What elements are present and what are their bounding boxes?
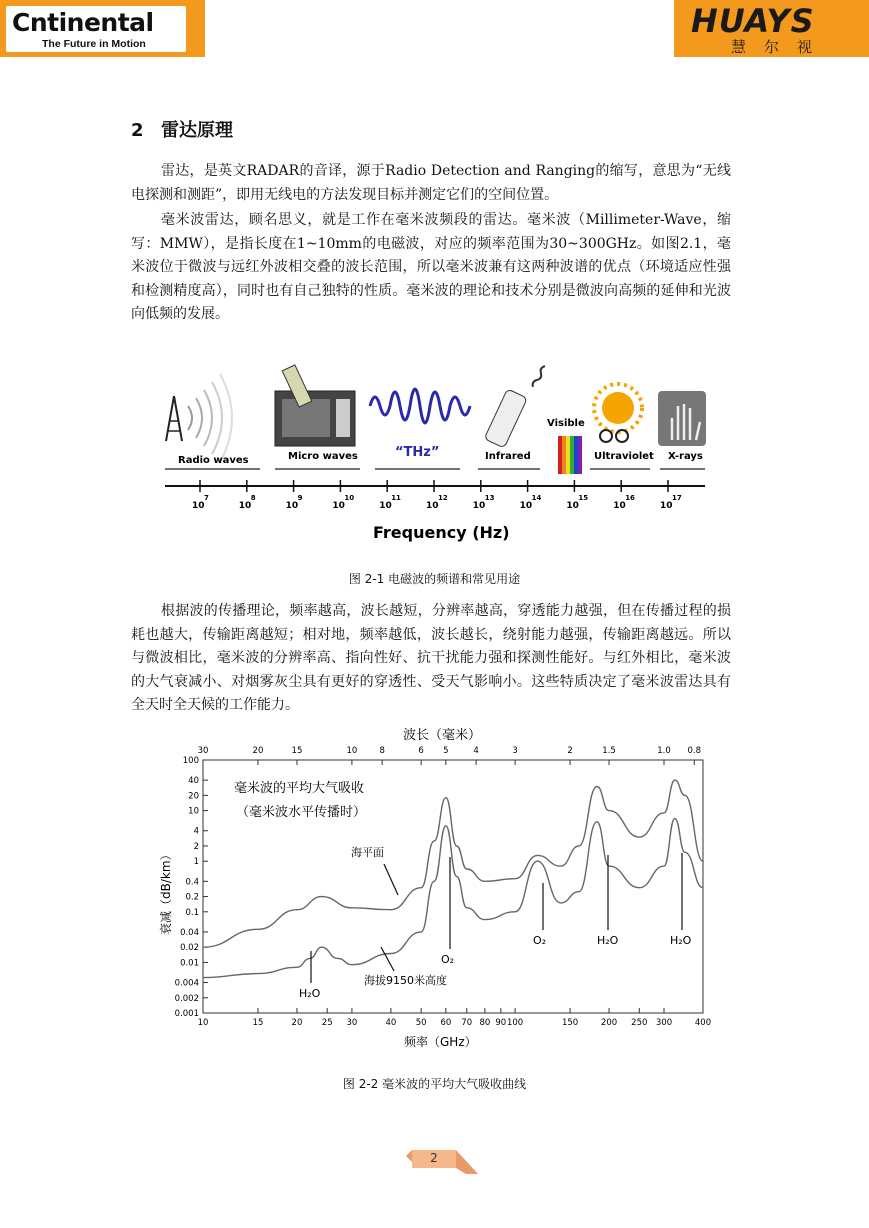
annotation-h2o-325: H₂O [670,934,692,947]
annotation-sea-level: 海平面 [351,846,384,859]
paragraph-2: 毫米波雷达，顾名思义，就是工作在毫米波频段的雷达。毫米波（Millimeter-Wave，缩写：MMW），是指长度在1~10mm的电磁波，对应的频率范围为30~300GHz。如图2.1，毫米波位于微波与远红外波相交叠的波长范围，所以毫米波兼有这两种波谱的优点（环境适应性强和检测精度高），同时也有自己独特的性质。毫米波的理论和技术分别是微波向高频的延伸和光波向低频的发展。 [131,212,731,322]
hurys-logo-text: HUAYS [691,2,815,40]
top-axis-label: 波长（毫米） [403,728,482,743]
top-tick-label: 30 [197,746,209,756]
frequency-axis-ticks [192,480,682,511]
frequency-tick-label: 10 [613,501,626,511]
section-number: 2 [131,120,144,141]
x-tick-label: 40 [385,1018,397,1028]
sun-icon [594,384,642,442]
frequency-tick-exponent: 15 [578,494,589,502]
y-axis-label: 衰减（dB/km） [159,848,173,935]
top-tick-label: 0.8 [687,746,702,756]
y-tick-label: 0.002 [174,993,199,1004]
top-tick-label: 6 [418,746,424,756]
x-tick-label: 90 [495,1018,507,1028]
x-tick-label: 200 [600,1018,618,1028]
thz-wave-icon [370,389,470,423]
top-tick-label: 1.5 [602,746,616,756]
frequency-tick-exponent: 8 [250,494,256,502]
x-tick-label: 20 [291,1018,303,1028]
y-tick-label: 0.2 [185,892,199,903]
y-tick-label: 100 [182,756,199,766]
x-axis-label: 频率（GHz） [404,1035,477,1049]
visible-spectrum-icon [558,436,582,474]
x-tick-label: 15 [252,1018,264,1028]
hurys-logo-chinese: 慧尔视 [731,38,831,56]
x-tick-label: 250 [631,1018,648,1028]
top-tick-label: 10 [346,746,358,756]
band-label-radio: Radio waves [178,455,249,466]
x-tick-label: 150 [561,1018,579,1028]
y-tick-label: 0.4 [185,877,199,888]
x-tick-label: 10 [197,1018,209,1028]
band-label-xrays: X-rays [668,451,703,462]
absorption-chart [156,725,716,1055]
frequency-tick-label: 10 [332,501,345,511]
y-tick-label: 2 [193,841,199,852]
y-tick-label: 0.004 [174,978,199,989]
frequency-tick-exponent: 12 [438,494,448,502]
hurys-logo [681,4,861,54]
y-tick-label: 0.04 [180,927,199,938]
top-tick-label: 20 [252,746,264,756]
microwave-oven-icon [275,365,355,446]
annotation-altitude: 海拔9150米高度 [364,974,447,987]
y-tick-label: 0.02 [180,943,199,954]
frequency-tick-label: 10 [379,501,392,511]
x-tick-label: 50 [415,1018,427,1028]
annotation-o2-60: O₂ [441,953,455,966]
y-tick-label: 0.001 [174,1009,199,1019]
y-tick-label: 1 [193,857,199,868]
top-tick-label: 15 [291,746,303,756]
frequency-tick-label: 10 [192,501,205,511]
frequency-tick-label: 10 [519,501,533,511]
frequency-tick-label: 10 [566,501,579,511]
x-tick-label: 30 [346,1018,358,1028]
chart-title: 毫米波的平均大气吸收 [234,781,365,796]
band-label-micro: Micro waves [288,451,358,462]
plot-frame [203,760,703,1013]
y-tick-label: 0.01 [180,958,199,969]
continental-logo-text: Cntinental [12,8,154,37]
x-tick-label: 60 [440,1018,452,1028]
frequency-tick-exponent: 14 [531,494,542,502]
figure1-caption: 图 2-1 电磁波的频谱和常见用途 [348,572,521,586]
frequency-tick-exponent: 9 [297,494,303,502]
annotation-altitude-arrow [381,947,394,971]
annotation-sea-level-arrow [384,864,398,895]
y-tick-label: 0.1 [185,907,199,918]
em-spectrum-figure [160,336,710,548]
frequency-tick-label: 10 [238,501,252,511]
frequency-tick-exponent: 10 [344,494,355,502]
continental-tagline: The Future in Motion [42,38,146,50]
x-axis-ticks [198,1008,712,1028]
frequency-tick-exponent: 17 [672,494,682,502]
annotation-o2-118: O₂ [533,934,547,947]
section-title-text: 雷达原理 [161,120,233,141]
frequency-tick-exponent: 16 [625,494,635,502]
frequency-tick-label: 10 [285,501,299,511]
x-tick-label: 70 [461,1018,473,1028]
x-tick-label: 80 [479,1018,491,1028]
frequency-tick-exponent: 7 [204,494,209,502]
paragraph-3: 根据波的传播理论，频率越高，波长越短，分辨率越高，穿透能力越强，但在传播过程的损耗也越大，传输距离越短；相对地，频率越低，波长越长，绕射能力越强，传输距离越远。所以与微波相比，毫米波的分辨率高、指向性好、抗干扰能力强和探测性能好。与红外相比，毫米波的大气衰减小、对烟雾灰尘具有更好的穿透性、受天气影响小。这些特质决定了毫米波雷达具有全天时全天候的工作能力。 [131,603,731,713]
xray-hand-icon [658,391,706,446]
page-number: 2 [430,1151,438,1165]
band-label-visible: Visible [547,418,585,429]
frequency-tick-label: 10 [472,501,486,511]
top-tick-label: 3 [512,746,518,756]
x-tick-label: 400 [694,1018,712,1028]
top-tick-label: 5 [443,746,449,756]
frequency-tick-label: 10 [660,501,673,511]
annotation-h2o-183: H₂O [597,934,619,947]
header-left-banner [0,0,205,57]
top-tick-label: 4 [473,746,479,756]
band-label-infrared: Infrared [485,451,531,462]
y-tick-label: 20 [188,791,199,802]
top-tick-label: 2 [567,746,573,756]
y-tick-label: 40 [188,776,199,787]
top-axis-ticks [198,746,701,765]
x-tick-label: 300 [655,1018,673,1028]
header-right-banner [674,0,869,57]
page-number-badge [406,1146,480,1180]
y-tick-label: 4 [193,826,199,837]
radio-tower-icon [166,374,232,462]
frequency-tick-label: 10 [426,501,439,511]
continental-logo [6,6,186,52]
frequency-axis-title: Frequency (Hz) [373,523,510,542]
paragraph-1: 雷达，是英文RADAR的音译，源于Radio Detection and Ranging的缩写，意思为“无线电探测和测距”，即用无线电的方法发现目标并测定它们的空间位置。 [131,163,731,203]
band-label-thz: “THz” [395,445,440,460]
top-tick-label: 1.0 [657,746,671,756]
section-title [131,116,233,142]
frequency-tick-exponent: 11 [391,494,401,502]
top-tick-label: 8 [379,746,385,756]
frequency-tick-exponent: 13 [484,494,495,502]
x-tick-label: 25 [321,1018,333,1028]
remote-control-icon [484,365,546,448]
band-label-ultraviolet: Ultraviolet [594,451,654,462]
figure2-caption: 图 2-2 毫米波的平均大气吸收曲线 [342,1077,527,1091]
annotation-h2o-22: H₂O [299,987,321,1000]
y-tick-label: 10 [188,806,199,817]
x-tick-label: 100 [506,1018,524,1028]
chart-subtitle: （毫米波水平传播时） [236,805,367,820]
